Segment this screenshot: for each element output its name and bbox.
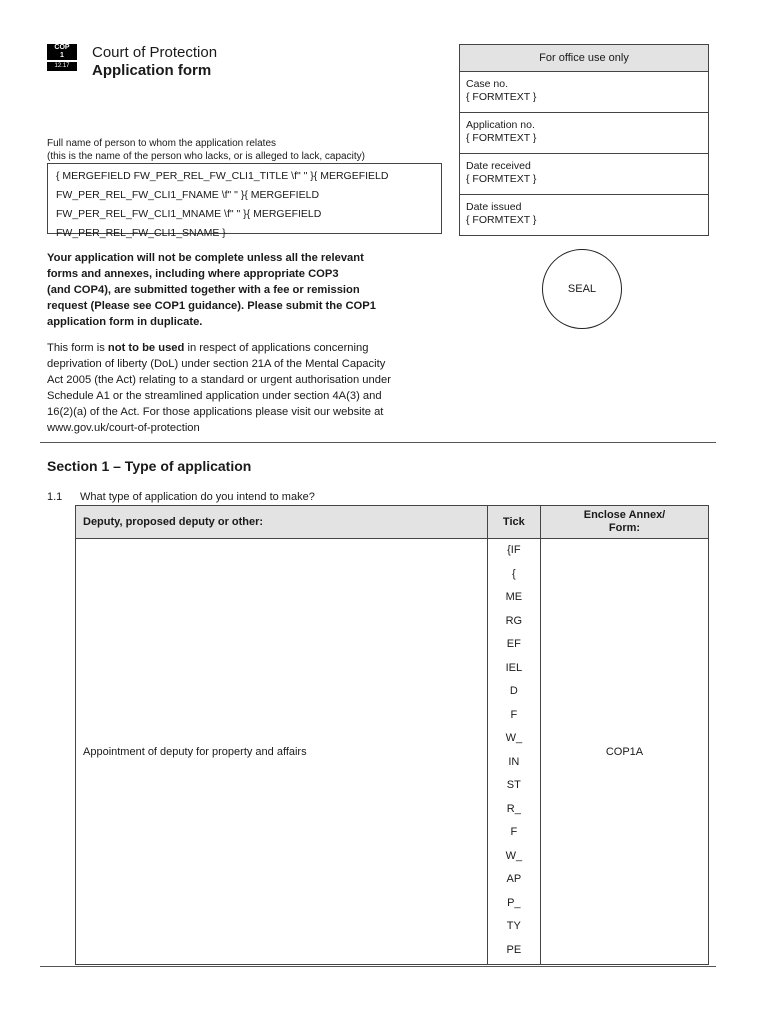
col-header-annex: Enclose Annex/ Form: — [541, 506, 709, 539]
office-row-value: { FORMTEXT } — [466, 91, 537, 103]
merge-line: FW_PER_REL_FW_CLI1_SNAME } — [56, 227, 226, 239]
row-description: Appointment of deputy for property and affairs — [76, 539, 488, 965]
form-version-date: 12.17 — [47, 62, 77, 71]
tick-line: IN — [508, 755, 520, 768]
person-label-note: (this is the name of the person who lacks, or is alleged to lack, capacity) — [47, 151, 365, 162]
person-name-label — [47, 137, 365, 163]
merge-line: FW_PER_REL_FW_CLI1_MNAME \f" " }{ MERGEFIELD — [56, 208, 322, 220]
merge-line: { MERGEFIELD FW_PER_REL_FW_CLI1_TITLE \f" " }{ MERGEFIELD — [56, 170, 389, 182]
court-name: Court of Protection — [92, 44, 218, 61]
table-row — [76, 539, 709, 965]
note-line: www.gov.uk/court-of-protection — [47, 422, 200, 434]
person-label-line: Full name of person to whom the application relates — [47, 138, 277, 149]
col-header-type: Deputy, proposed deputy or other: — [76, 506, 488, 539]
tick-line: ST — [506, 779, 521, 791]
tick-line: AP — [506, 873, 522, 885]
note-line: 16(2)(a) of the Act. For those applications please visit our website at — [47, 406, 384, 418]
tick-line: RG — [505, 614, 523, 627]
office-row-value: { FORMTEXT } — [466, 214, 537, 226]
tick-line: PE — [506, 943, 522, 956]
tick-line: TY — [506, 920, 521, 932]
tick-line: W_ — [505, 849, 523, 862]
form-code-badge — [47, 44, 77, 75]
office-use-box — [459, 44, 709, 236]
tick-line: P_ — [507, 896, 521, 909]
warning-line: request (Please see COP1 guidance). Please submit the COP1 — [47, 300, 376, 312]
divider — [40, 442, 716, 443]
office-row-application-no[interactable] — [460, 113, 708, 154]
tick-line: ME — [505, 591, 523, 603]
divider — [40, 966, 716, 967]
dol-note — [47, 340, 447, 436]
warning-line: (and COP4), are submitted together with a fee or remission — [47, 284, 360, 296]
office-row-value: { FORMTEXT } — [466, 173, 537, 185]
note-line: Schedule A1 or the streamlined application under section 4A(3) and — [47, 390, 382, 402]
tick-line: F — [510, 826, 518, 838]
application-type-table — [75, 505, 709, 965]
tick-line: W_ — [505, 732, 523, 744]
section-title: Section 1 – Type of application — [47, 458, 252, 474]
question-number: 1.1 — [47, 491, 63, 503]
merge-line: FW_PER_REL_FW_CLI1_FNAME \f" " }{ MERGEFIELD — [56, 189, 320, 201]
office-row-label: Date issued — [466, 201, 522, 213]
tick-line: EF — [506, 638, 521, 650]
tick-line: D — [509, 685, 518, 697]
person-name-field[interactable] — [47, 163, 442, 239]
note-line: Act 2005 (the Act) relating to a standard or urgent authorisation under — [47, 374, 391, 386]
tick-cell[interactable] — [487, 539, 540, 965]
tick-line: F — [510, 708, 518, 721]
office-row-date-received[interactable] — [460, 154, 708, 195]
tick-line: { — [511, 567, 516, 580]
office-row-date-issued[interactable] — [460, 195, 708, 236]
warning-line: Your application will not be complete unless all the relevant — [47, 252, 364, 264]
seal-stamp: SEAL — [542, 249, 622, 329]
tick-line: {IF — [507, 544, 521, 556]
office-row-label: Date received — [466, 160, 531, 172]
warning-line: forms and annexes, including where appropriate COP3 — [47, 268, 339, 280]
note-pre: This form is — [47, 342, 108, 354]
col-header-tick: Tick — [487, 506, 540, 539]
office-row-label: Case no. — [466, 78, 509, 90]
note-line: in respect of applications concerning — [184, 342, 369, 354]
office-row-label: Application no. — [466, 119, 535, 131]
warning-line: application form in duplicate. — [47, 316, 203, 328]
question-text: What type of application do you intend to make? — [80, 491, 315, 503]
tick-line: IEL — [505, 661, 523, 674]
office-use-title: For office use only — [460, 45, 708, 72]
note-bold: not to be used — [107, 342, 185, 354]
office-row-value: { FORMTEXT } — [466, 132, 537, 144]
form-code: COP 1 — [47, 44, 77, 60]
form-title: Application form — [92, 62, 212, 79]
completion-warning — [47, 250, 432, 330]
office-row-case-no[interactable] — [460, 72, 708, 113]
tick-line: R_ — [506, 802, 521, 815]
table-header-row — [76, 506, 709, 539]
note-line: deprivation of liberty (DoL) under section 21A of the Mental Capacity — [47, 358, 386, 370]
annex-cell: COP1A — [541, 539, 709, 965]
